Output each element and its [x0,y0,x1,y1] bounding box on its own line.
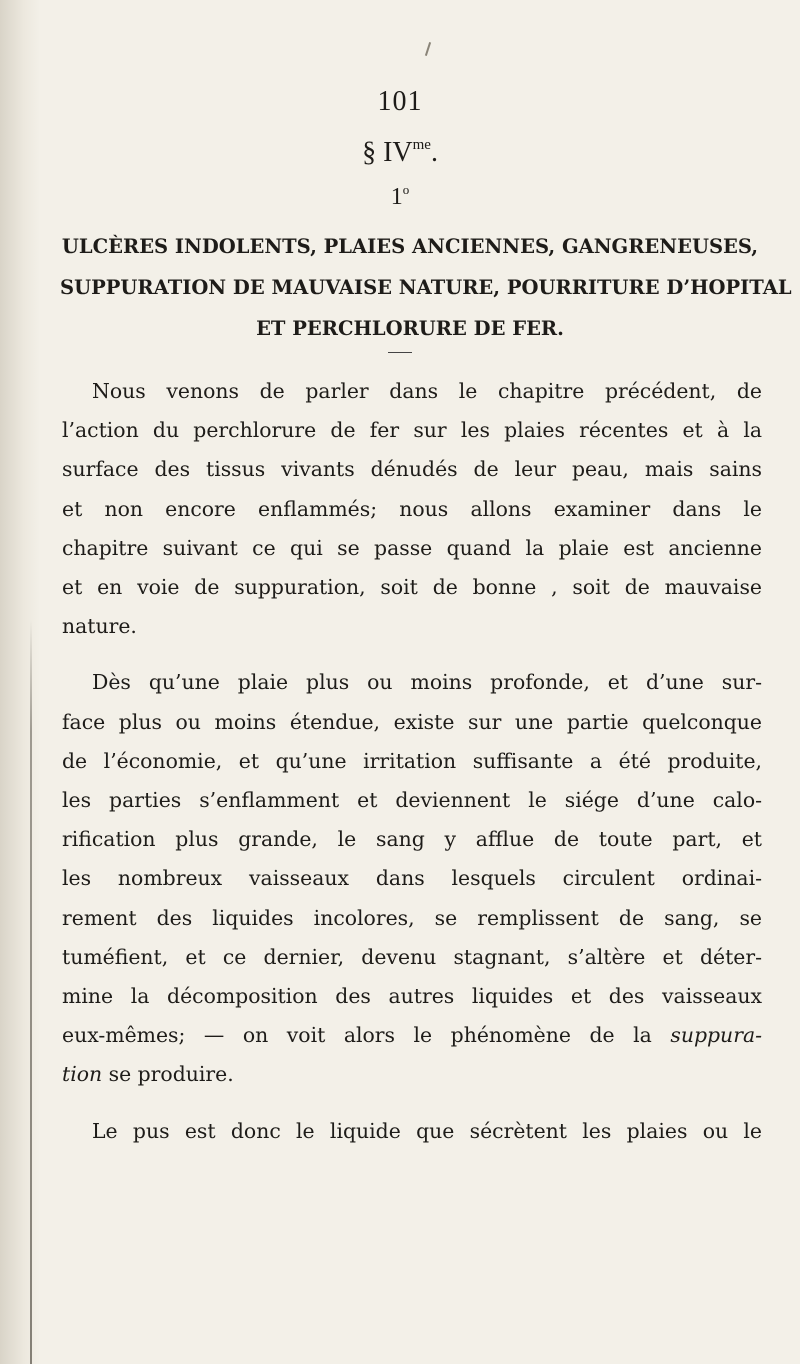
text-line: l’action du perchlorure de fer sur les plaies récentes et à la [62,418,762,443]
text-line: rement des liquides incolores, se remplissent de sang, se [62,905,762,930]
paragraph [62,663,762,1094]
text-line: face plus ou moins étendue, existe sur une partie quelconque [62,709,762,734]
section-number: § $IV^{me}$. [362,137,438,168]
text-line: mine la décomposition des autres liquides et des vaisseaux [62,984,762,1009]
text-line: chapitre suivant ce qui se passe quand la plaie est ancienne [62,535,762,560]
text-line: les parties s’enflamment et deviennent le siége d’une calo- [62,788,762,813]
pencil-mark [425,42,431,56]
subsection-number: 1$^o$ [390,182,410,210]
text-line: Le pus est donc le liquide que sécrètent les plaies ou le [92,1118,762,1143]
text-line: tion se produire. [62,1062,234,1087]
text-line: surface des tissus vivants dénudés de leur peau, mais sains [62,457,762,482]
separator-rule [388,352,412,353]
chapter-heading [60,226,792,349]
paragraph [62,372,762,646]
text-line: et non encore enflammés; nous allons examiner dans le [62,496,762,521]
text-line: les nombreux vaisseaux dans lesquels circulent ordinai- [62,866,762,891]
text-line: tuméfient, et ce dernier, devenu stagnant, s’altère et déter- [62,944,762,969]
binding-edge [30,620,32,1364]
text-line: Nous venons de parler dans le chapitre précédent, de [92,379,762,403]
text-line: et en voie de suppuration, soit de bonne , soit de mauvaise [62,575,762,600]
paragraph [62,1112,762,1151]
text-line: de l’économie, et qu’une irritation suffisante a été produite, [62,748,762,773]
heading-line: SUPPURATION DE MAUVAISE NATURE, POURRITURE D’HOPITAL [60,276,792,299]
text-line: nature. [62,614,137,639]
italic-word: tion [62,1062,103,1087]
heading-line: ULCÈRES INDOLENTS, PLAIES ANCIENNES, GANGRENEUSES, [61,235,759,258]
text-line: rification plus grande, le sang y afflue de toute part, et [62,827,762,852]
body-text [62,372,762,1168]
page-number: 101 [377,86,423,117]
text-line: Dès qu’une plaie plus ou moins profonde, et d’une sur- [92,670,762,695]
text-line: eux-mêmes; — on voit alors le phénomène de la suppura- [62,1023,762,1048]
italic-word: suppura- [670,1023,762,1048]
heading-line: ET PERCHLORURE DE FER. [256,317,564,340]
